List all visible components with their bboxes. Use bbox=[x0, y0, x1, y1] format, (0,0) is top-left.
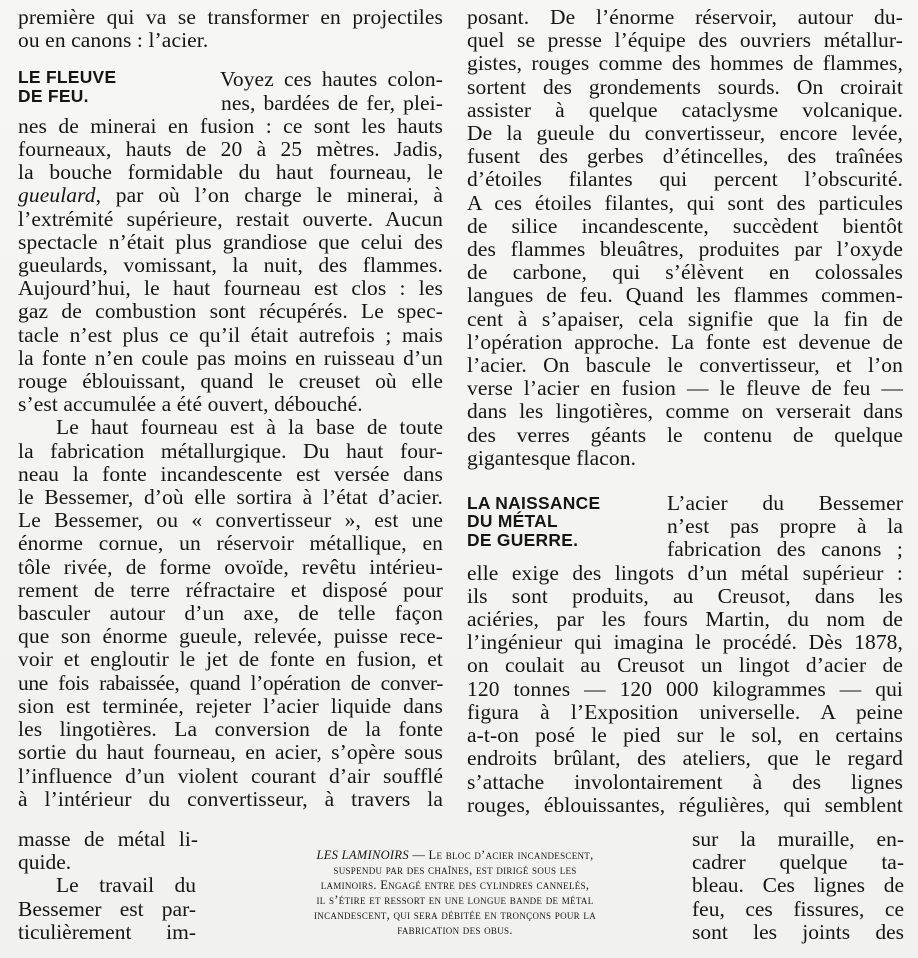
caption-text: incandescent, qui sera débitée en tronçons pour la bbox=[314, 908, 596, 922]
text-line: neau la fonte incandescente est versée dans bbox=[18, 462, 443, 486]
caption-first-line bbox=[240, 848, 670, 863]
heading-line: LA NAISSANCE bbox=[467, 493, 601, 514]
text-line: ticulièrement im- bbox=[18, 920, 196, 944]
text-line: sur la muraille, en- bbox=[692, 828, 904, 851]
caption-text: fabrication des obus. bbox=[397, 923, 513, 937]
text-line: l’influence d’un violent courant d’air soufflé bbox=[18, 764, 443, 788]
text-line: énorme cornue, un réservoir métallique, en bbox=[18, 532, 443, 556]
text-line: basculer autour d’un axe, de telle façon bbox=[18, 602, 443, 626]
text-line: de carbone, qui s’élèvent en colossales bbox=[467, 261, 903, 285]
text-line: à l’intérieur du convertisseur, à travers la bbox=[18, 787, 443, 811]
text-line: L’acier du Bessemer bbox=[667, 492, 903, 516]
text-line: gueulard, par où l’on charge le minerai, à bbox=[18, 184, 443, 208]
text-line: endroits brûlant, des ateliers, que le regard bbox=[467, 747, 903, 771]
text-line: cadrer quelque ta- bbox=[692, 851, 904, 875]
text-line: des verres géants le contenu de quelque bbox=[467, 423, 903, 447]
text-line: dans les lingotières, comme on verserait dans bbox=[467, 400, 903, 424]
text-line: tôle rivée, de forme ovoïde, revêtu intérieu- bbox=[18, 555, 443, 579]
section-heading bbox=[467, 494, 600, 549]
text-line: fabrication des canons ; bbox=[667, 538, 903, 562]
text-line: fourneaux, hauts de 20 à 25 mètres. Jadis, bbox=[18, 138, 443, 162]
left-bottom-block bbox=[18, 828, 228, 944]
text-line: gigantesque flacon. bbox=[467, 446, 637, 470]
figure-caption bbox=[240, 848, 670, 938]
text-line: sortent des grondements sourds. On croirait bbox=[467, 75, 903, 99]
text-line: sortie du haut fourneau, en acier, s’opère sous bbox=[18, 741, 443, 765]
text-line: l’acier. On bascule le convertisseur, et l’on bbox=[467, 354, 903, 378]
text-line: bleau. Ces lignes de bbox=[692, 874, 904, 898]
text-line: quide. bbox=[18, 851, 72, 875]
text-line: ils sont produits, au Creusot, dans les bbox=[467, 584, 903, 608]
right-bottom-block bbox=[692, 828, 904, 944]
text-line: l’opération approche. La fonte est devenue de bbox=[467, 330, 903, 354]
text-line: feu, ces fissures, ce bbox=[692, 897, 904, 921]
section-heading bbox=[18, 68, 116, 105]
text-line: l’extrémité supérieure, restait ouverte. Aucun bbox=[18, 207, 443, 231]
text-line: Voyez ces hautes colon- bbox=[220, 68, 443, 92]
text-line: gaz de combustion sont récupérés. Le spec- bbox=[18, 300, 443, 324]
text-line: l’ingénieur qui imagina le procédé. Dès 1878, bbox=[467, 631, 903, 655]
heading-line: DU MÉTAL bbox=[467, 511, 558, 532]
text-line: une fois rabaissée, quand l’opération de conver- bbox=[18, 671, 443, 695]
text-line: nes, bardées de fer, plei- bbox=[221, 91, 443, 115]
text-line: fusent des gerbes d’étincelles, des traînées bbox=[467, 145, 903, 169]
text-line: sion est terminée, rejeter l’acier liquide dans bbox=[18, 694, 443, 718]
text-line: A ces étoiles filantes, qui sont des particules bbox=[467, 191, 903, 215]
text-line: les lingotières. La conversion de la fonte bbox=[18, 718, 443, 742]
text-line: elle exige des lingots d’un métal supérieur : bbox=[467, 561, 903, 585]
text-line: le Bessemer, d’où elle sortira à l’état d’acier. bbox=[18, 486, 443, 510]
text-line: a-t-on posé le pied sur le sol, en certains bbox=[467, 724, 903, 748]
text-line: assister à quelque cataclysme volcanique. bbox=[467, 98, 903, 122]
text-line: s’attache involontairement à des lignes bbox=[467, 770, 903, 794]
caption-text: suspendu par des chaînes, est dirigé sous les bbox=[333, 863, 577, 877]
text-line: quel se presse l’équipe des ouvriers métallur- bbox=[467, 29, 903, 53]
text-line: spectacle n’était plus grandiose que celui des bbox=[18, 230, 443, 254]
text-line: sont les joints des bbox=[692, 920, 904, 944]
text-line: langues de feu. Quand les flammes commen- bbox=[467, 284, 903, 308]
text-line: aciéries, par les fours Martin, du nom de bbox=[467, 608, 903, 632]
text-line: Bessemer est par- bbox=[18, 897, 196, 921]
section-la-naissance-du-metal-de-guerre bbox=[467, 492, 903, 817]
text-line: 120 tonnes — 120 000 kilogrammes — qui bbox=[467, 677, 903, 701]
right-column bbox=[467, 6, 903, 817]
section-le-fleuve-de-feu bbox=[18, 68, 443, 416]
caption-title: LES LAMINOIRS bbox=[316, 848, 409, 862]
text-line: de silice incandescente, succèdent bientôt bbox=[467, 214, 903, 238]
text-line: posant. De l’énorme réservoir, autour du- bbox=[467, 6, 903, 29]
text-line: verse l’acier en fusion — le fleuve de feu — bbox=[467, 377, 903, 401]
text-line: que son énorme gueule, relevée, puisse rece- bbox=[18, 625, 443, 649]
text-line: la bouche formidable du haut fourneau, le bbox=[18, 161, 443, 185]
spacer bbox=[18, 52, 443, 68]
text-line: cent à s’apaiser, cela signifie que la fin de bbox=[467, 307, 903, 331]
text-line: masse de métal li- bbox=[18, 828, 198, 851]
left-column bbox=[18, 6, 443, 811]
text-line: rouge éblouissant, quand le creuset où elle bbox=[18, 370, 443, 394]
text-line: nes de minerai en fusion : ce sont les hauts bbox=[18, 114, 443, 138]
text-line: s’est accumulée a été ouvert, débouché. bbox=[18, 393, 363, 417]
text-line: ou en canons : l’acier. bbox=[18, 29, 209, 53]
caption-text: il s’étire et ressort en une longue bande de métal bbox=[316, 893, 594, 907]
text-line: Aujourd’hui, le haut fourneau est clos : les bbox=[18, 277, 443, 301]
text-line: rement de terre réfractaire et disposé pour bbox=[18, 578, 443, 602]
text-line: voir et engloutir le jet de fonte en fusion, et bbox=[18, 648, 443, 672]
heading-line: DE FEU. bbox=[18, 85, 89, 106]
caption-text: — Le bloc d’acier incandescent, bbox=[412, 848, 594, 862]
text-line: Le Bessemer, ou « convertisseur », est une bbox=[18, 509, 443, 533]
caption-text: laminoirs. Engagé entre des cylindres cannelés, bbox=[320, 878, 590, 892]
text-line: tacle n’est plus ce qu’il était autrefois ; mais bbox=[18, 323, 443, 347]
text-line: De la gueule du convertisseur, encore levée, bbox=[467, 122, 903, 146]
text-line: rouges, éblouissantes, régulières, qui semblent bbox=[467, 793, 903, 817]
text-line: première qui va se transformer en projectiles bbox=[18, 6, 443, 29]
text-line: d’étoiles filantes qui percent l’obscurité. bbox=[467, 168, 903, 192]
text-line: gueulards, vomissant, la nuit, des flammes. bbox=[18, 254, 443, 278]
italic-term: gueulard bbox=[18, 184, 96, 208]
spacer bbox=[467, 470, 903, 492]
text-line: la fonte n’en coule pas moins en ruisseau d’un bbox=[18, 346, 443, 370]
text-line: gistes, rouges comme des hommes de flammes, bbox=[467, 52, 903, 76]
text-line: Le travail du bbox=[56, 874, 196, 898]
heading-line: DE GUERRE. bbox=[467, 529, 579, 550]
text-line: la fabrication métallurgique. Du haut four- bbox=[18, 439, 443, 463]
text-line: on coulait au Creusot un lingot d’acier de bbox=[467, 654, 903, 678]
heading-line: LE FLEUVE bbox=[18, 67, 117, 88]
text-line: figura à l’Exposition universelle. A peine bbox=[467, 700, 903, 724]
text-line: n’est pas propre à la bbox=[667, 515, 903, 539]
text-line: Le haut fourneau est à la base de toute bbox=[56, 416, 443, 440]
text-line: des flammes bleuâtres, produites par l’oxyde bbox=[467, 238, 903, 262]
